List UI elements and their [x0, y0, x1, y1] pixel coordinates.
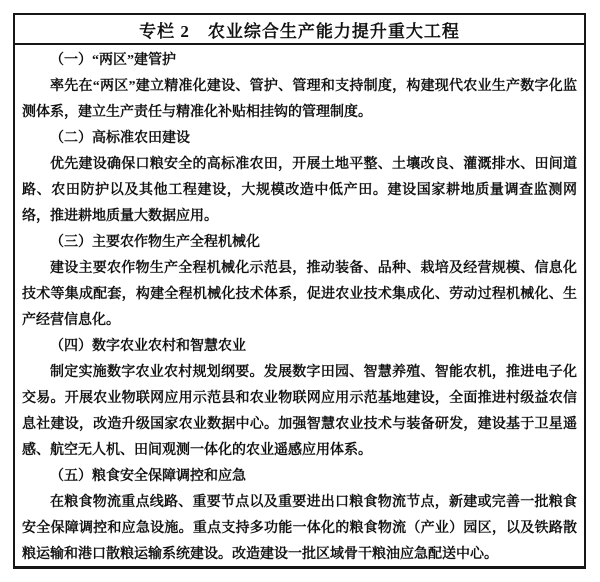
- panel-content: [15, 45, 584, 568]
- panel-title: 专栏 2 农业综合生产能力提升重大工程: [15, 15, 584, 45]
- section-1: [22, 48, 577, 126]
- section-heading: （四）数字农业农村和智慧农业: [50, 339, 246, 354]
- section-heading: （二）高标准农田建设: [50, 131, 190, 146]
- section-paragraph: 优先建设确保口粮安全的高标准农田，开展土地平整、土壤改良、灌溉排水、田间道路、农田防护以及其他工程建设，大规模改造中低产田。建设国家耕地质量调查监测网络，推进耕地质量大数据应用。: [22, 157, 577, 224]
- section-heading: （一）“两区”建管护: [50, 53, 176, 68]
- section-heading: （五）粮食安全保障调控和应急: [50, 469, 246, 484]
- section-5: [22, 464, 577, 568]
- section-4: [22, 334, 577, 464]
- boxed-feature-panel: [13, 13, 586, 569]
- section-paragraph: 制定实施数字农业农村规划纲要。发展数字田园、智慧养殖、智能农机，推进电子化交易。开展农业物联网应用示范县和农业物联网应用示范基地建设，全面推进村级益农信息社建设，改造升级国家农业数据中心。加强智慧农业技术与装备研发，建设基于卫星遥感、航空无人机、田间观测一体化的农业遥感应用体系。: [22, 365, 577, 458]
- section-3: [22, 230, 577, 334]
- section-heading: （三）主要农作物生产全程机械化: [50, 235, 260, 250]
- section-paragraph: 率先在“两区”建立精准化建设、管护、管理和支持制度，构建现代农业生产数字化监测体系，建立生产责任与精准化补贴相挂钩的管理制度。: [22, 79, 577, 120]
- section-2: [22, 126, 577, 230]
- section-paragraph: 在粮食物流重点线路、重要节点以及重要进出口粮食物流节点，新建或完善一批粮食安全保障调控和应急设施。重点支持多功能一体化的粮食物流（产业）园区，以及铁路散粮运输和港口散粮运输系统建设。改造建设一批区域骨干粮油应急配送中心。: [22, 495, 577, 562]
- section-paragraph: 建设主要农作物生产全程机械化示范县，推动装备、品种、栽培及经营规模、信息化技术等集成配套，构建全程机械化技术体系，促进农业技术集成化、劳动过程机械化、生产经营信息化。: [22, 261, 577, 328]
